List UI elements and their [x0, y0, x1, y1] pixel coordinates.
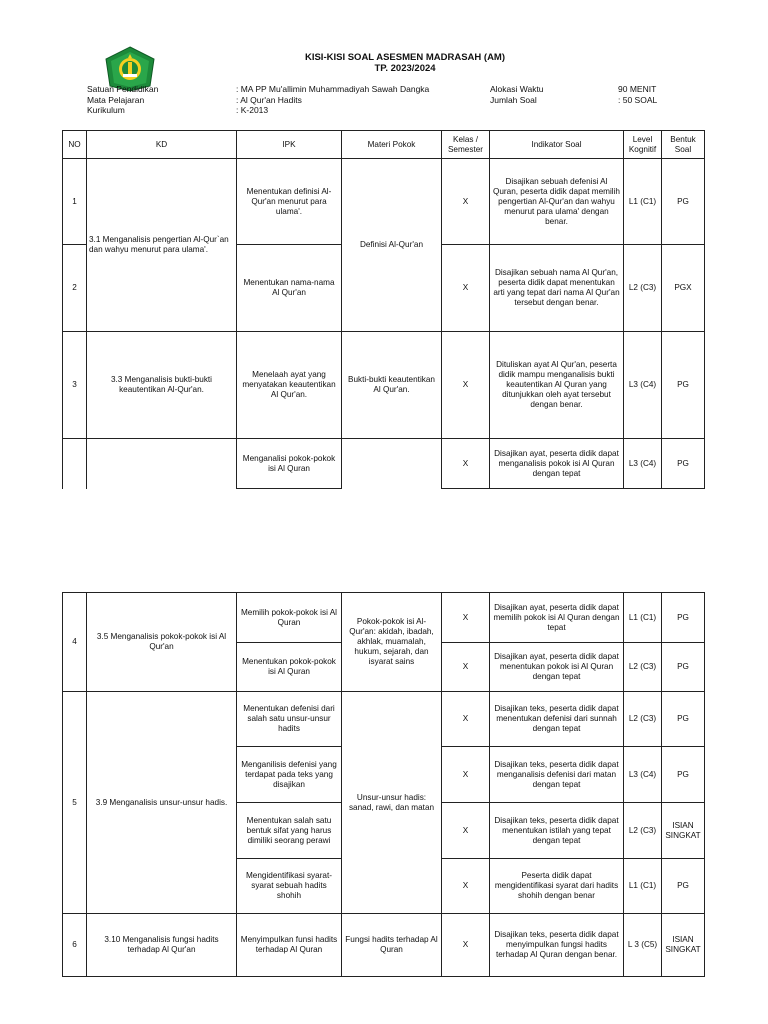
row-level: L2 (C3) — [624, 692, 662, 747]
mapel-value: : Al Qur'an Hadits — [236, 94, 302, 105]
row-indikator: Disajikan ayat, peserta didik dapat memilih pokok isi Al Quran dengan tepat — [490, 593, 624, 643]
row-kelas: X — [442, 747, 490, 803]
row-bentuk: PG — [662, 643, 705, 692]
row-indikator: Disajikan teks, peserta didik dapat menentukan istilah yang tepat dengan tepat — [490, 803, 624, 859]
row-ipk: Menentukan pokok-pokok isi Al Quran — [237, 643, 342, 692]
row-level: L1 (C1) — [624, 859, 662, 914]
row-ipk: Memilih pokok-pokok isi Al Quran — [237, 593, 342, 643]
row-level: L3 (C4) — [624, 439, 662, 489]
table-row — [63, 159, 705, 245]
row-kd: 3.1 Menganalisis pengertian Al-Qur`an dan wahyu menurut para ulama'. — [87, 159, 237, 332]
row-no: 1 — [63, 159, 87, 245]
row-level: L2 (C3) — [624, 245, 662, 332]
row-bentuk: PG — [662, 692, 705, 747]
row-indikator: Disajikan teks, peserta didik dapat menganalisis defenisi dari matan dengan tepat — [490, 747, 624, 803]
satuan-value: : MA PP Mu'allimin Muhammadiyah Sawah Dangka — [236, 84, 430, 94]
col-header-indikator: Indikator Soal — [490, 131, 624, 159]
row-level: L1 (C1) — [624, 159, 662, 245]
row-bentuk: ISIAN SINGKAT — [662, 803, 705, 859]
row-bentuk: PG — [662, 859, 705, 914]
row-no: 4 — [63, 593, 87, 692]
row-kelas: X — [442, 159, 490, 245]
row-indikator: Disajikan ayat, peserta didik dapat menganalisis pokok isi Al Quran dengan tepat — [490, 439, 624, 489]
row-ipk: Menganilisis defenisi yang terdapat pada teks yang disajikan — [237, 747, 342, 803]
kisi-table-page1 — [62, 130, 705, 489]
row-no — [63, 439, 87, 489]
row-kd: 3.3 Menganalisis bukti-bukti keautentikan Al-Qur'an. — [87, 332, 237, 439]
row-no: 5 — [63, 692, 87, 914]
table-row — [63, 439, 705, 489]
row-bentuk: PG — [662, 593, 705, 643]
meta-values-left — [236, 84, 429, 116]
row-materi: Fungsi hadits terhadap Al Quran — [342, 914, 442, 977]
row-ipk: Menelaah ayat yang menyatakan keautentikan Al Qur'an. — [237, 332, 342, 439]
row-kd — [87, 439, 237, 489]
row-level: L3 (C4) — [624, 332, 662, 439]
jumlah-label: Jumlah Soal — [490, 94, 537, 105]
row-indikator: Disajikan sebuah nama Al Qur'an, peserta didik dapat menentukan arti yang tepat dari nama Al Qur'an tersebut dengan benar. — [490, 245, 624, 332]
alokasi-value: 90 MENIT — [618, 84, 657, 94]
col-header-ipk: IPK — [237, 131, 342, 159]
row-indikator: Disajikan ayat, peserta didik dapat menentukan pokok isi Al Quran dengan tepat — [490, 643, 624, 692]
document-subtitle: TP. 2023/2024 — [374, 63, 436, 74]
col-header-kelas: Kelas / Semester — [442, 131, 490, 159]
row-kelas: X — [442, 803, 490, 859]
row-materi: Pokok-pokok isi Al-Qur'an: akidah, ibadah, akhlak, muamalah, hukum, sejarah, dan isyarat sains — [342, 593, 442, 692]
col-header-materi: Materi Pokok — [342, 131, 442, 159]
row-materi: Unsur-unsur hadis: sanad, rawi, dan matan — [342, 692, 442, 914]
row-bentuk: PGX — [662, 245, 705, 332]
row-kd: 3.10 Menganalisis fungsi hadits terhadap Al Qur'an — [87, 914, 237, 977]
row-kelas: X — [442, 859, 490, 914]
row-kelas: X — [442, 593, 490, 643]
row-kelas: X — [442, 245, 490, 332]
row-ipk: Menentukan salah satu bentuk sifat yang harus dimiliki seorang perawi — [237, 803, 342, 859]
row-kd: 3.9 Menganalisis unsur-unsur hadis. — [87, 692, 237, 914]
meta-labels-left — [87, 84, 158, 116]
row-ipk: Menentukan defenisi dari salah satu unsur-unsur hadits — [237, 692, 342, 747]
row-bentuk: PG — [662, 747, 705, 803]
row-kelas: X — [442, 914, 490, 977]
row-indikator: Disajikan teks, peserta didik dapat menentukan defenisi dari sunnah dengan tepat — [490, 692, 624, 747]
row-materi: Bukti-bukti keautentikan Al Qur'an. — [342, 332, 442, 439]
table-row — [63, 332, 705, 439]
row-indikator: Disajikan sebuah defenisi Al Quran, peserta didik dapat memilih pengertian Al-Qur'an dan wahyu menurut para ulama' dengan benar. — [490, 159, 624, 245]
table-row — [63, 692, 705, 747]
row-bentuk: ISIAN SINGKAT — [662, 914, 705, 977]
row-bentuk: PG — [662, 439, 705, 489]
row-kelas: X — [442, 643, 490, 692]
table-row — [63, 914, 705, 977]
jumlah-value: : 50 SOAL — [618, 94, 658, 105]
row-kd: 3.5 Menganalisis pokok-pokok isi Al Qur'an — [87, 593, 237, 692]
row-kelas: X — [442, 692, 490, 747]
col-header-level: Level Kognitif — [624, 131, 662, 159]
row-indikator: Disajikan teks, peserta didik dapat menyimpulkan fungsi hadits terhadap Al Quran dengan benar. — [490, 914, 624, 977]
row-materi — [342, 439, 442, 489]
mapel-label: Mata Pelajaran — [87, 94, 145, 105]
table-header-row — [63, 131, 705, 159]
row-ipk: Menentukan nama-nama Al Qur'an — [237, 245, 342, 332]
row-materi: Definisi Al-Qur'an — [342, 159, 442, 332]
document-title: KISI-KISI SOAL ASESMEN MADRASAH (AM) — [304, 52, 506, 63]
row-no: 3 — [63, 332, 87, 439]
col-header-no: NO — [63, 131, 87, 159]
row-ipk: Menentukan definisi Al-Qur'an menurut para ulama'. — [237, 159, 342, 245]
meta-values-right — [618, 84, 657, 105]
row-indikator: Dituliskan ayat Al Qur'an, peserta didik mampu menganalisis bukti keautentikan Al Quran yang ditunjukkan oleh ayat tersebut dengan benar. — [490, 332, 624, 439]
kisi-table-page2 — [62, 592, 705, 977]
row-kelas: X — [442, 332, 490, 439]
satuan-label: Satuan Pendidikan — [87, 84, 159, 94]
row-ipk: Mengidentifikasi syarat-syarat sebuah hadits shohih — [237, 859, 342, 914]
row-level: L2 (C3) — [624, 643, 662, 692]
row-ipk: Menganalisi pokok-pokok isi Al Quran — [237, 439, 342, 489]
alokasi-label: Alokasi Waktu — [490, 84, 544, 94]
row-level: L3 (C4) — [624, 747, 662, 803]
row-kelas: X — [442, 439, 490, 489]
kurikulum-label: Kurikulum — [87, 105, 125, 115]
row-no: 6 — [63, 914, 87, 977]
col-header-kd: KD — [87, 131, 237, 159]
meta-labels-right — [490, 84, 544, 105]
col-header-bentuk: Bentuk Soal — [662, 131, 705, 159]
row-indikator: Peserta didik dapat mengidentifikasi syarat dari hadits shohih dengan benar — [490, 859, 624, 914]
row-no: 2 — [63, 245, 87, 332]
table-row — [63, 593, 705, 643]
row-ipk: Menyimpulkan funsi hadits terhadap Al Quran — [237, 914, 342, 977]
row-level: L 3 (C5) — [624, 914, 662, 977]
row-bentuk: PG — [662, 332, 705, 439]
row-level: L2 (C3) — [624, 803, 662, 859]
row-bentuk: PG — [662, 159, 705, 245]
row-level: L1 (C1) — [624, 593, 662, 643]
kurikulum-value: : K-2013 — [236, 105, 269, 115]
